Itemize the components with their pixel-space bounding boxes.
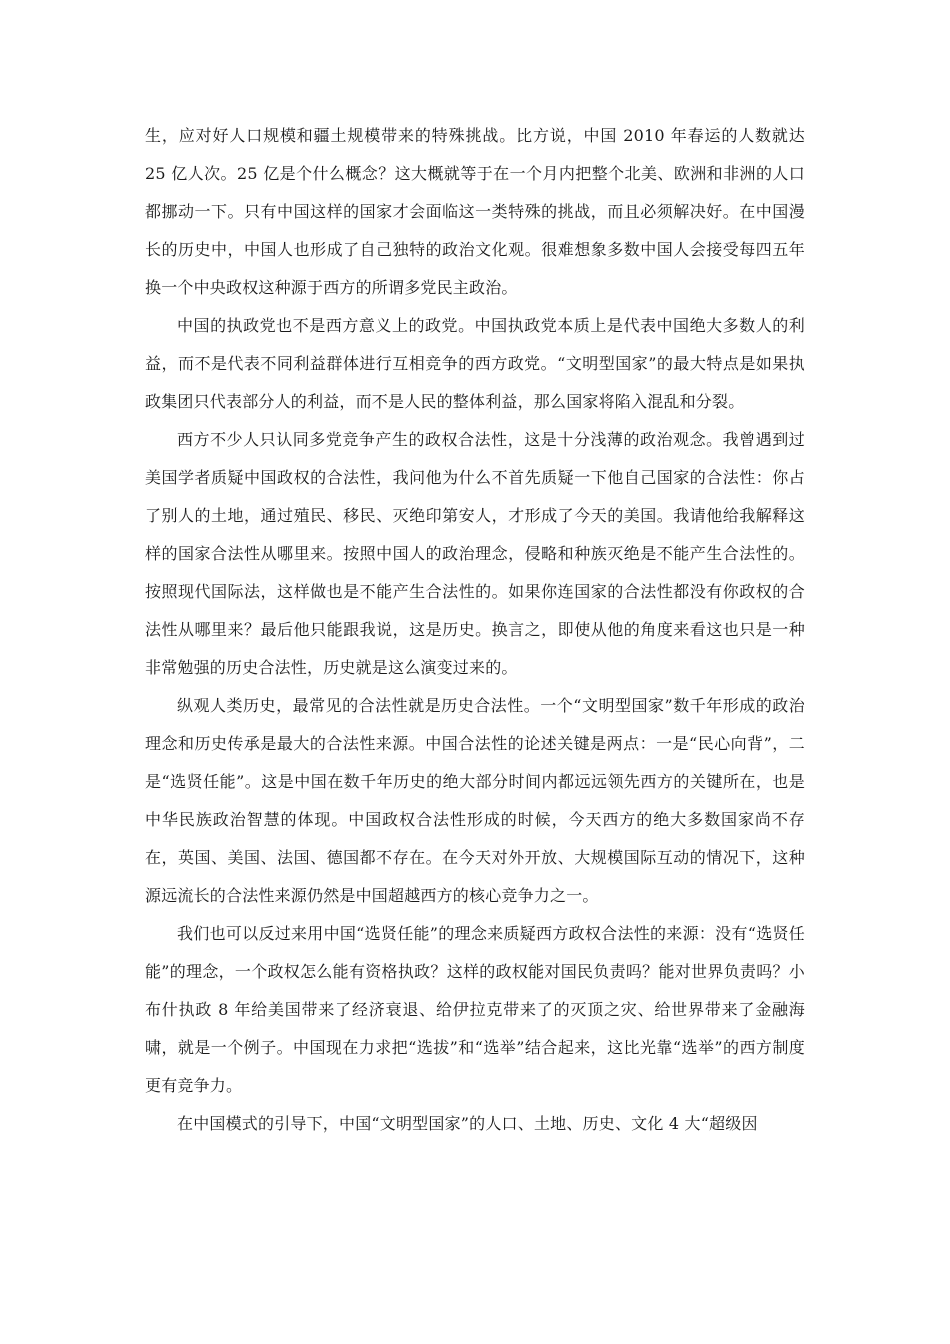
- paragraph-6: 在中国模式的引导下，中国“文明型国家”的人口、土地、历史、文化 4 大“超级因: [177, 1114, 758, 1133]
- paragraph-4: 纵观人类历史，最常见的合法性就是历史合法性。一个“文明型国家”数千年形成的政治理念和历史传承是最大的合法性来源。中国合法性的论述关键是两点：一是“民心向背”，二是“选贤任能”。这是中国在数千年历史的绝大部分时间内都远远领先西方的关键所在，也是中华民族政治智慧的体现。中国政权合法性形成的时候，今天西方的绝大多数国家尚不存在，英国、美国、法国、德国都不存在。在今天对外开放、大规模国际互动的情况下，这种源远流长的合法性来源仍然是中国超越西方的核心竞争力之一。: [145, 696, 805, 905]
- paragraph-1: 生，应对好人口规模和疆土规模带来的特殊挑战。比方说，中国 2010 年春运的人数就达 25 亿人次。25 亿是个什么概念？这大概就等于在一个月内把整个北美、欧洲和非洲的人口都挪动一下。只有中国这样的国家才会面临这一类特殊的挑战，而且必须解决好。在中国漫长的历史中，中国人也形成了自己独特的政治文化观。很难想象多数中国人会接受每四五年换一个中央政权这种源于西方的所谓多党民主政治。: [145, 126, 805, 297]
- document-body: [145, 117, 805, 1143]
- paragraph-5: 我们也可以反过来用中国“选贤任能”的理念来质疑西方政权合法性的来源：没有“选贤任能”的理念，一个政权怎么能有资格执政？这样的政权能对国民负责吗？能对世界负责吗？小布什执政 8 年给美国带来了经济衰退、给伊拉克带来了的灭顶之灾、给世界带来了金融海啸，就是一个例子。中国现在力求把“选拔”和“选举”结合起来，这比光靠“选举”的西方制度更有竞争力。: [145, 924, 805, 1095]
- paragraph-3: 西方不少人只认同多党竞争产生的政权合法性，这是十分浅薄的政治观念。我曾遇到过美国学者质疑中国政权的合法性，我问他为什么不首先质疑一下他自己国家的合法性：你占了别人的土地，通过殖民、移民、灭绝印第安人，才形成了今天的美国。我请他给我解释这样的国家合法性从哪里来。按照中国人的政治理念，侵略和种族灭绝是不能产生合法性的。按照现代国际法，这样做也是不能产生合法性的。如果你连国家的合法性都没有你政权的合法性从哪里来？最后他只能跟我说，这是历史。换言之，即使从他的角度来看这也只是一种非常勉强的历史合法性，历史就是这么演变过来的。: [145, 430, 805, 677]
- paragraph-2: 中国的执政党也不是西方意义上的政党。中国执政党本质上是代表中国绝大多数人的利益，而不是代表不同利益群体进行互相竞争的西方政党。“文明型国家”的最大特点是如果执政集团只代表部分人的利益，而不是人民的整体利益，那么国家将陷入混乱和分裂。: [145, 316, 805, 411]
